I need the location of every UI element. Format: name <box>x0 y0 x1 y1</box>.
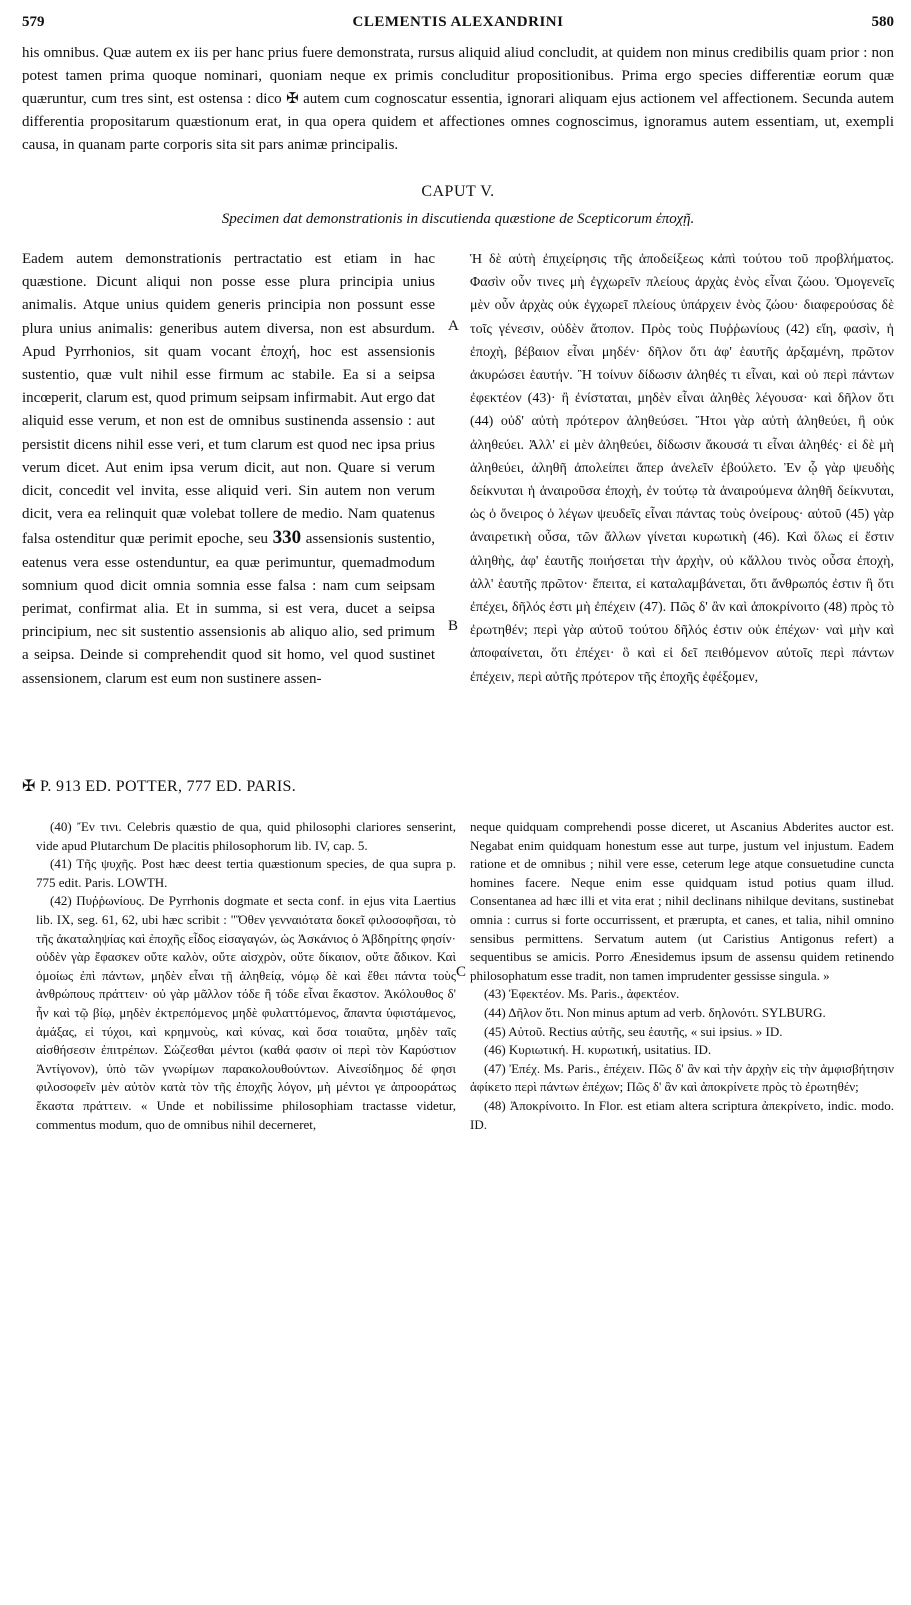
margin-marker-c: C <box>456 964 467 980</box>
footnote: (45) Αὐτοῦ. Rectius αὐτῆς, seu ἑαυτῆς, « sui ipsius. » ID. <box>484 1023 783 1039</box>
greek-column: Ἡ δὲ αὐτὴ ἐπιχείρησις τῆς ἀποδείξεως κἀπὶ τούτου τοῦ προβλήματος. Φασὶν οὖν τινες μὴ ἐγχωρεῖν πλείους ἀρχὰς ἑνὸς εἶναι ζώου. Ὁμογενεῖς μὲν οὖν ἀρχὰς οὐκ ἐγχωρεῖ πλείους ὑπάρχειν ἑνὸς ζώου· διαφερούσας δὲ τοῖς γένεσιν, οὐδὲν ἄτοπον. Πρὸς τοὺς Πυῤῥωνίους (42) εἴη, φασὶν, ἡ ἐποχὴ, βέβαιον εἶναι μηδέν· δῆλον ὅτι ἀφ' ἑαυτῆς ἀρξαμένη, πρῶτον ἀκυρώσει ἑαυτήν. Ἢ τοίνυν δίδωσιν ἀληθές τι εἶναι, καὶ οὐ περὶ πάντων ἐφεκτέον (43)· ἢ ἐνίσταται, μηδὲν εἶναι ἀληθὲς λέγουσα· καὶ δῆλον ὅτι (44) οὐδ' αὐτὴ πρότερον ἀληθεύσει. Ἤτοι γὰρ αὐτὴ ἀληθεύει, ἢ οὐκ ἀληθεύει. Ἀλλ' εἰ μὲν ἀληθεύει, δίδωσιν ἄκουσά τι εἶναι ἀληθές· εἰ δὲ μὴ ἀληθεύει, ἀληθῆ ἀπολείπει ἅπερ ἀνελεῖν ἐβούλετο. Ἐν ᾧ γὰρ ψευδὴς δείκνυται ἡ ἀναιροῦσα ἐποχὴ, ἐν τούτῳ τὰ ἀναιρούμενα ἀληθῆ δείκνυται, ὡς ὁ ὄνειρος ὁ λέγων ψευδεῖς εἶναι πάντας τοὺς ὀνείρους· αὐτοῦ (45) γὰρ ἀναιρετικὴ οὖσα, τῶν ἄλλων γίνεται κυρωτικὴ (46). Καὶ ὅλως εἰ ἔστιν ἀληθὴς, ἀφ' ἑαυτῆς ποιήσεται τὴν ἀρχὴν, οὐ κἄλλου τινὸς οὖσα ἐποχὴ, ἀλλ' ἑαυτῆς πρῶτον· ἔπειτα, εἰ καταλαμβάνεται, ὅτι ἄνθρωπός ἐστιν ἢ ὅτι ἐπέχει, δῆλός ἐστι μὴ ἐπέχειν (47). Πῶς δ' ἂν καὶ ἀποκρίνοιτο (48) πρὸς τὸ ἐρωτηθέν; περὶ γὰρ αὐτοῦ τούτου δῆλός ἐστιν οὐκ ἐπέχων· ναὶ μὴν καὶ ἀποφαίνεται, ὅτι ἐπέχει· ὃ καὶ εἰ δεῖ πειθόμενον αὐτοῖς περὶ πάντων ἐπέχειν, περὶ αὐτῆς πρότερον τῆς ἐποχῆς ἐφέξομεν, <box>470 252 894 685</box>
right-page-number: 580 <box>871 14 894 30</box>
latin-text-part2: assensionis sustentio, eatenus vera esse ostenduntur, ea quæ perimuntur, quemadmodum somnium quod dicit omnia somnia esse falsa : nam cum seipsam perimat, confirmat alia. Et in summa, si est vera, ducet a seipsa principium, nec sit sustentio assensionis ab aliquo alio, sed primum a seipsa. Deinde si comprehendit quod sit homo, vel quod sustinet assensionem, clarum est eum non sustinere assen- <box>22 531 436 687</box>
chapter-heading: CAPUT V. <box>421 183 495 200</box>
footnotes-right-column <box>470 818 894 1134</box>
page-number-inline: 330 <box>272 527 302 549</box>
latin-text-part1: Eadem autem demonstrationis pertractatio est etiam in hac quæstione. Dicunt aliqui non posse esse plura principia unius animalis. Atque unius quidem generis principia non possunt esse plura unius animalis: generibus autem diversa, non est absurdum. Apud Pyrrhonios, sit quam vocant ἐποχή, hoc est assensionis sustentio, quæ vult nihil esse firmum ac stabile. Ea si a seipsa incœperit, clarum est, quod primum seipsam infirmabit. Aut ergo dat aliquid esse verum, et non est de omnibus sustinenda assensio : aut persistit dicens nihil esse veri, et tum clarum est quod nec ipsa prius verum dicet. Aut enim ipsa verum dicit, aut non. Quare si verum dicit, concedit vel invita, esse aliquid veri. Sin autem non verum dicit, vera ea relinquit quæ volebat tollere de medio. Nam quatenus falsa ostenditur quæ perimit epoche, seu <box>22 251 435 548</box>
footnote: (42) Πυῤῥωνίους. De Pyrrhonis dogmate et secta conf. in ejus vita Laertius lib. IX, seg. 61, 62, ubi hæc scribit : "Ὅθεν γενναιότατα δοκεῖ φιλοσοφῆσαι, τὸ τῆς ἀκαταληψίας καὶ ἐποχῆς εἶδος εἰσαγαγών, ὡς Ἀσκάνιος ὁ Ἀβδηρίτης φησίν· οὐδὲν γὰρ ἔφασκεν οὔτε καλὸν, οὔτε αἰσχρὸν, οὔτε δίκαιον, οὔτε ἄδικον. Καὶ ὁμοίως ἐπὶ πάντων, μηδὲν εἶναι τῇ ἀληθείᾳ, νόμῳ δὲ καὶ ἔθει πάντα τοὺς ἀνθρώπους πράττειν· οὐ γὰρ μᾶλλον τόδε ἢ τόδε εἶναι ἕκαστον. Ἀκόλουθος δ' ἦν καὶ τῷ βίῳ, μηδὲν ἐκτρεπόμενος μηδὲ φυλαττόμενος, ἅπαντα ὑφιστάμενος, ἁμάξας, εἰ τύχοι, καὶ κρημνοὺς, καὶ κύνας, καὶ ὅσα τοιαῦτα, μηδὲν ταῖς αἰσθήσεσιν ἐπιτρέπων. Σώζεσθαι μέντοι (καθά φασιν οἱ περὶ τὸν Καρύστιον Ἀντίγονον), ὑπὸ τῶν γνωρίμων παρακολουθούντων. Αἰνεσίδημος δέ φησι φιλοσοφεῖν μὲν αὐτὸν κατὰ τὸν τῆς ἐποχῆς λόγον, μὴ μέντοι γε ἀπροοράτως ἕκαστα πράττειν. « Unde et nobilissime philosophiam tractasse videtur, commentus modum, quo de omnibus nihil decerneret, <box>36 893 456 1132</box>
running-title: CLEMENTIS ALEXANDRINI <box>352 14 564 30</box>
footnotes <box>22 818 894 1338</box>
main-text-columns <box>22 248 894 768</box>
margin-marker-b: B <box>448 618 459 634</box>
left-page-number: 579 <box>22 14 45 30</box>
footnote: (47) Ἐπέχ. Ms. Paris., ἐπέχειν. Πῶς δ' ἂν καὶ τὴν ἀρχὴν εἰς τὴν ἀμφισβήτησιν ἀφίκετο περὶ πάντων ἐπέχων; Πῶς δ' ἂν καὶ ἀποκρίνετε πρὸς τὸ ἐρωτηθέν; <box>470 1060 894 1095</box>
footnote: (46) Κυριωτική. H. κυρωτική, usitatius. ID. <box>484 1042 712 1058</box>
edition-note: ✠ P. 913 ED. POTTER, 777 ED. PARIS. <box>22 778 297 795</box>
chapter-subtitle: Specimen dat demonstrationis in discutienda quæstione de Scepticorum ἐποχῇ. <box>221 211 695 227</box>
footnotes-left-column <box>36 818 456 1134</box>
footnote: (43) Ἐφεκτέον. Ms. Paris., ἀφεκτέον. <box>484 986 680 1002</box>
page <box>22 14 894 1338</box>
footnote: (48) Ἀποκρίνοιτο. In Flor. est etiam altera scriptura ἀπεκρίνετο, indic. modo. ID. <box>470 1097 894 1132</box>
footnote: (44) Δῆλον ὅτι. Non minus aptum ad verb. δηλονότι. SYLBURG. <box>484 1004 826 1020</box>
latin-column <box>22 248 435 691</box>
footnote: neque quidquam comprehendi posse diceret, ut Ascanius Abderites auctor est. Negabat enim quidquam honestum esse aut turpe, justum vel injustum. Eadem ratione et de omnibus ; nihil vere esse, ceterum lege atque consuetudine cuncta homines facere. Neque enim esse quidquam istud potius quam illud. Consentanea ad hæc illi et vita erat ; nihil declinans nihilque devitans, sustinebat omnia : currus si forte occurrissent, et prærupta, et canes, et talia, nihil omnino sensibus permittens. Servatum autem (ut Caristius Antigonus refert) a sequentibus se amicis. Porro Ænesidemus ipsum de assensu quidem retinendo philosophatum esse tradit, non tamen imprudenter gessisse singula. » <box>470 819 894 983</box>
running-header <box>22 14 894 40</box>
margin-marker-a: A <box>448 318 459 334</box>
intro-paragraph: his omnibus. Quæ autem ex iis per hanc prius fuere demonstrata, rursus aliquid aliud concludit, at quidem non minus credibilis quam prior : non potest tamen prima quoque nominari, quoniam neque ex primis concluditur propositionibus. Prima ergo species differentiæ eorum quæ quæruntur, cum tres sint, est ostensa : dico ✠ autem cum cognoscatur essentia, ignorari aliquam ejus actionem vel affectionem. Secunda autem differentia propositarum quæstionum erat, in qua opera quidem et affectiones omnes cognoscimus, ignoramus autem essentiam, ut, exempli causa, in quanam parte corporis sita sit pars animæ principalis. <box>22 45 894 153</box>
footnote: (41) Τῆς ψυχῆς. Post hæc deest tertia quæstionum species, de qua supra p. 775 edit. Paris. LOWTH. <box>36 856 456 890</box>
footnote: (40) Ἔν τινι. Celebris quæstio de qua, quid philosophi clariores senserint, vide apud Plutarchum De placitis philosophorum lib. IV, cap. 5. <box>36 819 456 853</box>
